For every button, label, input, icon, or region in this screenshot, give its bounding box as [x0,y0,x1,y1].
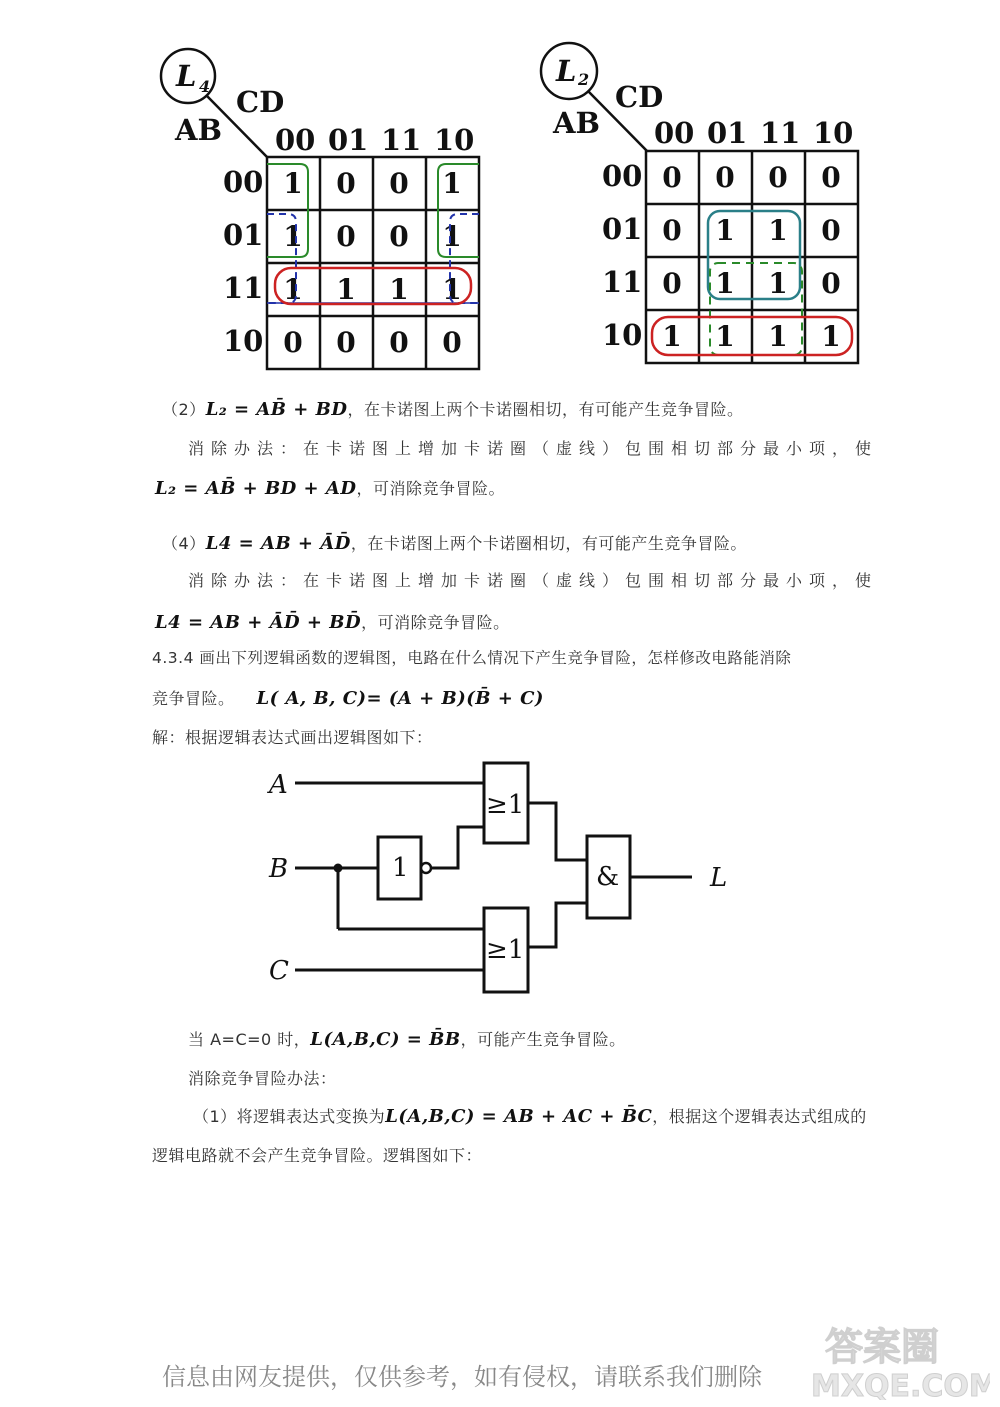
kmap-l2-row-label: 00 [602,159,643,193]
and-gate-label: & [596,862,620,892]
or-gate-top-label: ≥1 [486,790,525,820]
kmap-l4-row-label: 11 [223,271,264,305]
paragraph-9 [152,725,433,748]
p3-equation: L₂ = AB̄ + BD + AD [155,478,357,499]
kmap-l4-col-label: 10 [434,123,475,157]
watermark-line2: MXQE.COM [811,1369,990,1400]
paragraph-12 [193,1104,867,1127]
kmap-l2-row-label: 11 [602,265,643,299]
p8-equation: L( A, B, C)= (A + B)(B̄ + C) [256,688,544,709]
kmap-l2-row-var: AB [553,106,601,140]
p7-text: 4.3.4 画出下列逻辑函数的逻辑图，电路在什么情况下产生竞争冒险，怎样修改电路能消除 [152,649,792,667]
kmap-cell: 0 [715,161,735,194]
kmap-cell: 1 [821,320,841,353]
kmap-l4-col-label: 01 [328,123,369,157]
paragraph-5 [188,568,878,591]
kmap-l4-row-label: 10 [223,324,264,358]
kmap-cell: 0 [283,326,303,359]
p6-text: ，可消除竞争冒险。 [361,613,510,632]
footer-disclaimer: 信息由网友提供，仅供参考，如有侵权，请联系我们删除 [162,1363,762,1391]
p4-equation: L4 = AB + ĀD̄ [205,533,351,554]
kmap-cell: 1 [389,273,409,306]
paragraph-1 [162,397,743,420]
p1-text: ，在卡诺图上两个卡诺圈相切，有可能产生竞争冒险。 [347,400,744,419]
p12-text: ，根据这个逻辑表达式组成的 [652,1107,867,1126]
p10-text: ，可能产生竞争冒险。 [460,1030,626,1049]
kmap-cell: 1 [715,320,735,353]
kmap-l4-row-labels [223,165,263,358]
kmap-l4-name: L [176,59,197,93]
paragraph-3 [155,476,505,499]
input-b-label: B [269,854,289,884]
kmap-l2-col-labels [654,116,853,150]
kmap-l2-name-sub: 2 [578,70,590,89]
input-c-label: C [269,956,289,986]
paragraph-7 [152,646,791,668]
kmap-l2-col-label: 11 [760,116,801,150]
kmap-cell: 1 [768,214,788,247]
output-l-label: L [710,863,728,893]
paragraph-4 [162,531,747,554]
kmap-l4-row-label: 00 [223,165,264,199]
kmap-cell: 0 [662,267,682,300]
not-gate-label: 1 [392,853,409,883]
paragraph-8 [152,686,544,709]
kmap-cell: 0 [389,167,409,200]
p3-text: ，可消除竞争冒险。 [356,479,505,498]
paragraph-13 [152,1143,482,1166]
kmap-l4-svg [150,40,490,380]
p10-pre: 当 A=C=0 时， [188,1030,311,1049]
kmap-l4 [150,40,490,380]
p6-equation: L4 = AB + ĀD̄ + BD̄ [155,612,362,633]
p1-number: （2） [162,400,206,419]
kmap-cell: 1 [336,273,356,306]
kmap-cell: 1 [715,267,735,300]
kmap-cell: 0 [336,326,356,359]
kmap-cell: 0 [821,214,841,247]
p2-text: 消除办法：在卡诺图上增加卡诺圈（虚线）包围相切部分最小项，使 [188,439,879,458]
paragraph-10 [188,1027,626,1050]
paragraph-11 [188,1066,337,1089]
kmap-cell: 1 [442,167,462,200]
kmap-l2-row-label: 01 [602,212,643,246]
kmap-l4-col-label: 11 [381,123,422,157]
kmap-cell: 0 [389,220,409,253]
kmap-cell: 0 [662,214,682,247]
p9-text: 解：根据逻辑表达式画出逻辑图如下： [152,728,433,747]
p10-equation: L(A,B,C) = B̄B [310,1029,461,1050]
kmap-cell: 0 [821,267,841,300]
watermark-svg [805,1318,990,1400]
watermark-logo [805,1318,990,1400]
kmap-cell: 0 [442,326,462,359]
kmap-l4-row-label: 01 [223,218,264,252]
kmap-l2 [530,35,870,375]
or-gate-bottom-label: ≥1 [486,935,525,965]
kmap-l2-col-label: 01 [707,116,748,150]
kmap-cell: 1 [283,273,303,306]
kmap-cell: 1 [662,320,682,353]
kmap-cell: 0 [662,161,682,194]
kmap-l4-name-sub: 4 [199,77,211,96]
kmap-l2-row-labels [602,159,642,352]
circuit-junction [334,864,343,873]
kmap-cell: 0 [336,167,356,200]
kmap-cell: 0 [768,161,788,194]
kmap-l4-col-var: CD [236,85,285,119]
kmap-l4-col-labels [275,123,474,157]
p4-text: ，在卡诺图上两个卡诺圈相切，有可能产生竞争冒险。 [350,534,747,553]
paragraph-6 [155,610,510,633]
kmap-cell: 0 [389,326,409,359]
kmap-l2-col-label: 10 [813,116,854,150]
kmap-l2-row-label: 10 [602,318,643,352]
kmap-l2-col-label: 00 [654,116,695,150]
kmap-l4-row-var: AB [175,113,223,147]
kmap-cell: 1 [442,273,462,306]
kmap-cell: 1 [768,320,788,353]
p11-text: 消除竞争冒险办法： [188,1069,337,1088]
kmap-l2-svg [530,35,870,375]
input-a-label: A [269,770,288,800]
p5-text: 消除办法：在卡诺图上增加卡诺圈（虚线）包围相切部分最小项，使 [188,571,879,590]
kmap-cell: 1 [283,220,303,253]
p4-number: （4） [162,534,206,553]
kmap-cell: 0 [821,161,841,194]
p12-equation: L(A,B,C) = AB + AC + B̄C [385,1106,653,1127]
kmap-cell: 0 [336,220,356,253]
not-gate-bubble [421,863,431,873]
kmap-cell: 1 [283,167,303,200]
kmap-cell: 1 [768,267,788,300]
p1-equation: L₂ = AB̄ + BD [205,399,348,420]
kmap-l4-col-label: 00 [275,123,316,157]
paragraph-2 [188,436,878,459]
logic-circuit-svg [260,755,740,1005]
p13-text: 逻辑电路就不会产生竞争冒险。逻辑图如下： [152,1146,483,1165]
kmap-l2-col-var: CD [615,80,664,114]
logic-circuit [260,755,740,1005]
p12-pre: （1）将逻辑表达式变换为 [193,1107,386,1126]
p8-text: 竞争冒险。 [152,689,235,708]
kmap-cell: 1 [715,214,735,247]
kmap-l2-name: L [556,54,577,88]
kmap-cell: 1 [442,220,462,253]
watermark-line1: 答案圈 [825,1325,940,1369]
